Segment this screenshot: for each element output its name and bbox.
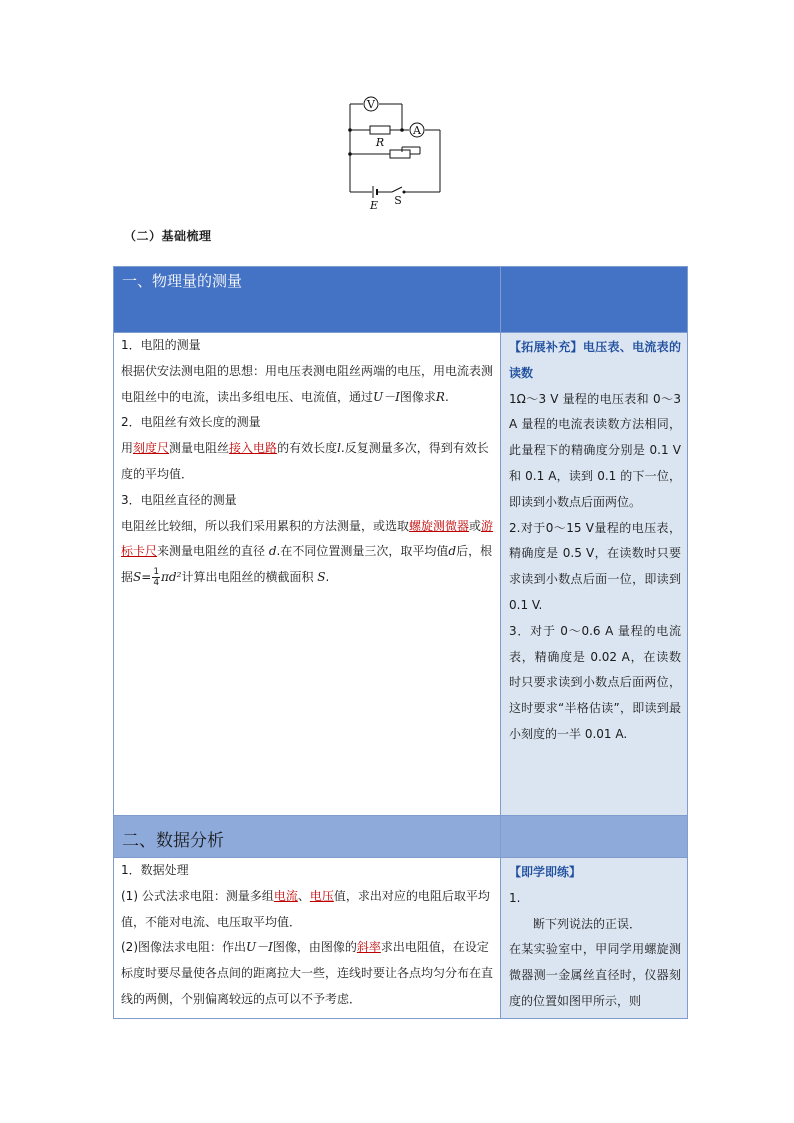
voltmeter-label: V: [367, 98, 375, 111]
side-tag-practice: 【即学即练】: [509, 865, 582, 879]
table-header-2-side: [501, 816, 687, 857]
fraction-quarter: $\frac{1}{4}$: [153, 567, 160, 589]
heading-process: 1．数据处理: [121, 863, 189, 877]
para-formula: (1) 公式法求电阻：测量多组电流、电压值，求出对应的电阻后取平均值，不能对电流、电压取平均值．: [121, 888, 490, 929]
side-para-2: 2.对于0～15 V量程的电压表，精确度是 0.5 V，在读数时只要求读到小数点后面一位，即读到0.1 V.: [509, 520, 681, 612]
side-cell-extension: [501, 333, 687, 815]
main-cell-measurement: [114, 333, 500, 815]
para-resistance: 根据伏安法测电阻的思想：用电压表测电阻丝两端的电压，用电流表测电阻丝中的电流，读出多组电压、电流值，通过U－I图像求R.: [121, 363, 494, 404]
resistor-label: R: [375, 136, 385, 149]
practice-number: 1.: [509, 890, 521, 905]
table-header-1: [114, 267, 500, 332]
main-cell-analysis: [114, 858, 500, 1018]
para-graph: (2)图像法求电阻：作出U－I图像，由图像的斜率求出电阻值，在设定标度时要尽量使各点间的距离拉大一些，连线时要让各点均匀分布在直线的两侧，个别偏离较远的点可以不予考虑．: [121, 940, 494, 1006]
para-diameter: 电阻丝比较细，所以我们采用累积的方法测量，或选取螺旋测微器或游标卡尺来测量电阻丝的直径 d.在不同位置测量三次，取平均值d后，根据S= $\frac{1}{4}$ πd²计算出电阻丝的横截面积 S.: [121, 518, 494, 589]
side-cell-practice: [501, 858, 687, 1018]
content-table: [113, 266, 688, 1019]
row-divider-3: [114, 857, 687, 858]
heading-diameter: 3．电阻丝直径的测量: [121, 492, 237, 507]
row-divider-1: [114, 332, 687, 333]
section-title: （二）基础梳理: [124, 229, 212, 243]
header-title-2: 二、数据分析: [122, 831, 224, 851]
table-header-2: [114, 816, 500, 857]
para-length: 用刻度尺测量电阻丝接入电路的有效长度l.反复测量多次，得到有效长度的平均值．: [121, 441, 489, 481]
heading-length: 2．电阻丝有效长度的测量: [121, 415, 261, 430]
column-divider: [500, 267, 501, 1018]
switch-label: S: [394, 194, 402, 207]
side-para-1: 1Ω～3 V 量程的电压表和 0～3 A 量程的电流表读数方法相同，此量程下的精确度分别是 0.1 V 和 0.1 A，读到 0.1 的下一位，即读到小数点后面两位。: [509, 391, 681, 509]
practice-para-1: 断下列说法的正误．: [533, 916, 642, 931]
header-title-1: 一、物理量的测量: [122, 272, 243, 290]
battery-label: E: [369, 199, 379, 212]
side-para-3: 3．对于 0～0.6 A 量程的电流表，精确度是 0.02 A，在读数时只要求读到小数点后面两位，这时要求“半格估读”，即读到最小刻度的一半 0.01 A.: [509, 623, 681, 741]
heading-resistance: 1．电阻的测量: [121, 338, 201, 352]
circuit-diagram: [340, 92, 450, 214]
table-header-1-side: [501, 267, 687, 332]
row-divider-2: [114, 815, 687, 816]
side-tag-extension: 【拓展补充】电压表、电流表的读数: [509, 340, 681, 380]
ammeter-label: A: [413, 124, 421, 137]
practice-para-2: 在某实验室中，甲同学用螺旋测微器测一金属丝直径时，仪器刻度的位置如图甲所示，则: [509, 942, 681, 1008]
